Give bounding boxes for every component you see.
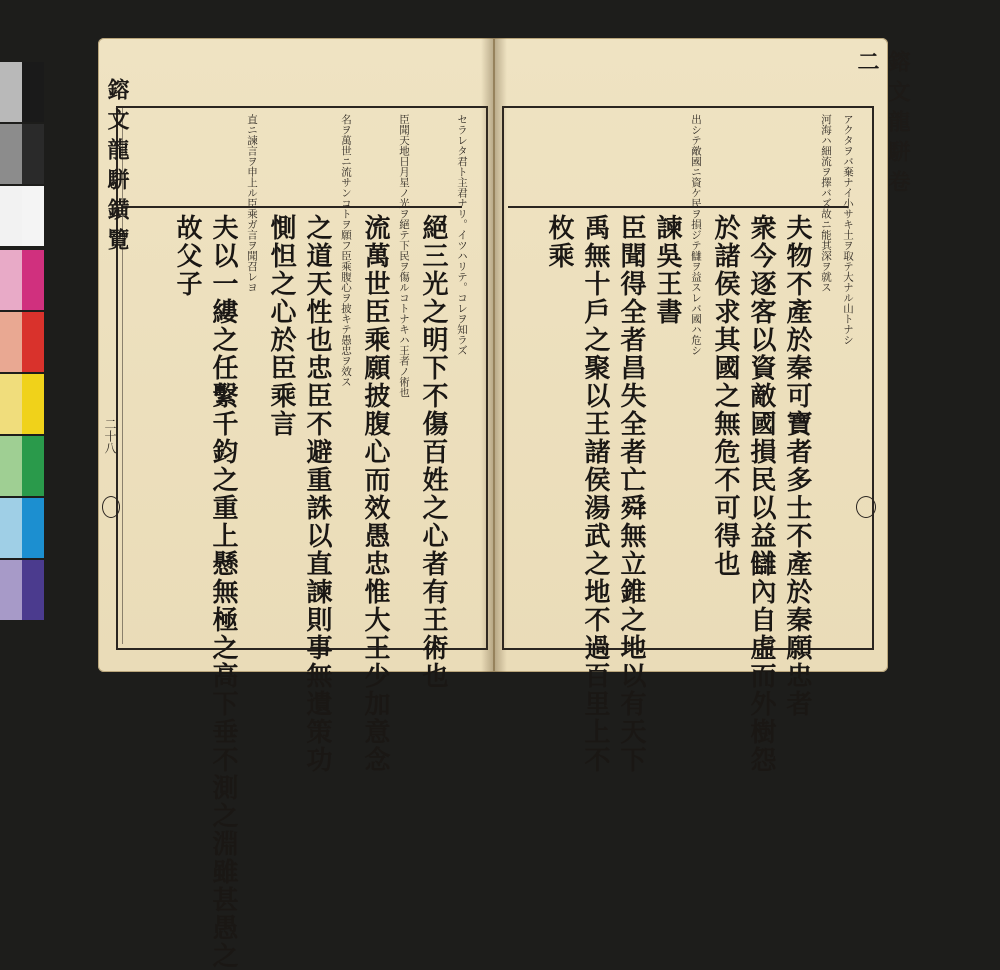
gray-chip [0, 62, 22, 122]
purple-chip [22, 560, 44, 620]
text-column: 禹無十戶之聚以王諸侯湯武之地不過百里上不 [580, 214, 610, 774]
text-column: 絕三光之明下不傷百姓之心者有王術也 [418, 214, 448, 690]
open-book [98, 38, 911, 970]
fish-tail-mark [856, 496, 876, 518]
green-chip [22, 436, 44, 496]
text-column: 惻怛之心於臣乘言 [266, 214, 296, 438]
right-header-rule [508, 206, 848, 208]
text-column: 夫物不產於秦可寶者多士不產於秦願忠者 [782, 214, 812, 718]
annotation-column: 河海ハ細流ヲ擇バズ故ニ能其深ヲ就ス [820, 114, 832, 293]
right-running-title: 鎔文龍駢卷二 [854, 50, 911, 200]
left-header-rule [122, 206, 462, 208]
text-column: 臣聞得全者昌失全者亡舜無立錐之地以有天下 [616, 214, 646, 774]
cyan-chip [22, 498, 44, 558]
text-column: 故父子 [172, 214, 202, 298]
salmon-chip [0, 312, 22, 372]
fish-tail-mark [102, 496, 120, 518]
text-column: 於諸侯求其國之無危不可得也 [710, 214, 740, 578]
white-chip [0, 186, 22, 246]
annotation-column: セラレタ君ト主君ナリ。イツハリテ。コレヲ知ラズ [456, 114, 468, 356]
pink-chip [0, 250, 22, 310]
book-gutter [481, 38, 507, 672]
magenta-chip [22, 250, 44, 310]
text-column: 之道天性也忠臣不避重誅以直諫則事無遺策功 [302, 214, 332, 774]
lavender-chip [0, 560, 22, 620]
annotation-column: 臣聞天地日月星ノ光ヲ絕テ下民ヲ傷ルコトナキハ王者ノ術也 [398, 114, 410, 398]
text-column: 流萬世臣乘願披腹心而效愚忠惟大王少加意念 [360, 214, 390, 774]
text-column: 枚乘 [544, 214, 574, 270]
light-yellow-chip [0, 374, 22, 434]
white-chip [22, 186, 44, 246]
black-chip [22, 62, 44, 122]
annotation-column: 出シテ敵國ニ資ケ民ヲ損ジテ讎ヲ益スレバ國ハ危シ [690, 114, 702, 356]
left-page [98, 38, 494, 970]
annotation-column: 直ニ諫言ヲ申上ル臣乘ガ言ヲ聞召レヨ [246, 114, 258, 293]
text-column: 夫以一縷之任繫千鈞之重上懸無極之高下垂不測之淵雖甚愚之 [208, 214, 238, 970]
light-cyan-chip [0, 498, 22, 558]
light-green-chip [0, 436, 22, 496]
left-running-title: 鎔文龍駢鐄覽 [104, 78, 130, 258]
red-chip [22, 312, 44, 372]
annotation-column: 名ヲ萬世ニ流サンコトヲ願フ臣乘腹心ヲ披キテ愚忠ヲ效ス [340, 114, 352, 387]
text-column: 衆今逐客以資敵國損民以益讎內自虛而外樹怨 [746, 214, 776, 774]
annotation-column: アクタヲバ棄ナイ小サキ土ヲ取テ大ナル山トナシ [842, 114, 854, 345]
right-page [494, 38, 911, 774]
text-column: 諫吳王書 [652, 214, 682, 326]
yellow-chip [22, 374, 44, 434]
gray-chip [0, 124, 22, 184]
black-chip [22, 124, 44, 184]
left-page-number: 二十八 [103, 418, 117, 454]
